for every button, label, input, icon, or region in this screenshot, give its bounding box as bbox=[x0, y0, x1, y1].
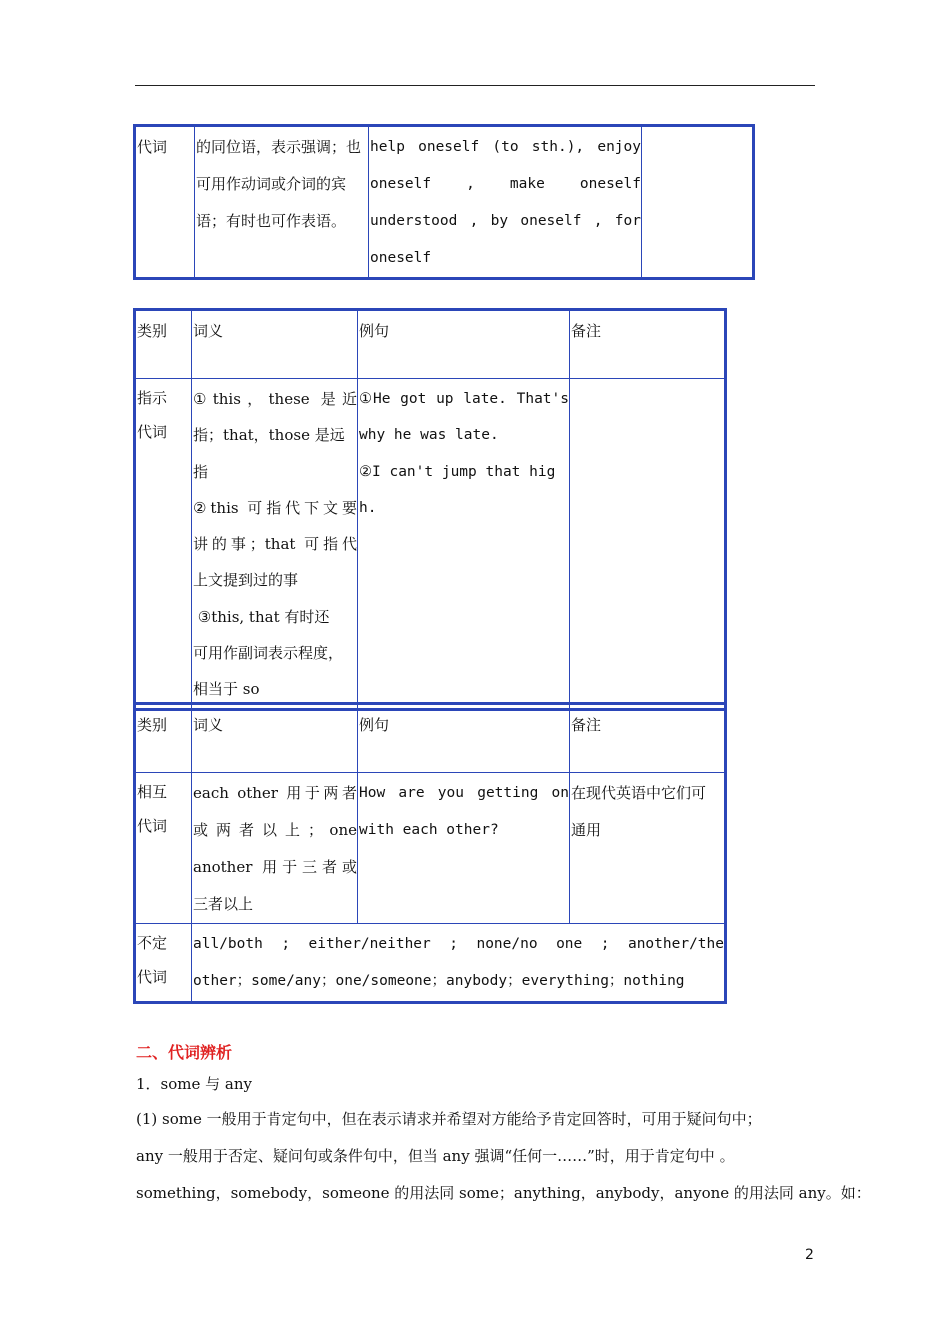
meaning-cell bbox=[192, 773, 358, 924]
header-meaning: 词义 bbox=[192, 704, 358, 773]
category-line: 相互 bbox=[137, 783, 168, 801]
category-line: 代词 bbox=[137, 968, 168, 986]
example-line: oneself , make oneself bbox=[370, 176, 641, 192]
pronoun-table-reflexive bbox=[133, 124, 755, 280]
meaning-cell bbox=[192, 379, 358, 710]
meaning-line: 的同位语，表示强调；也 bbox=[196, 138, 362, 156]
paragraph-line: something，somebody，someone 的用法同 some；anything，anybody，anyone 的用法同 any。如： bbox=[136, 1184, 871, 1202]
meaning-line: 可用作动词或介词的宾 bbox=[196, 175, 347, 193]
meaning-line: another 用于三者或 bbox=[193, 858, 357, 876]
note-cell bbox=[642, 126, 754, 279]
category-cell bbox=[135, 924, 192, 1003]
paragraph-line: any 一般用于否定、疑问句或条件句中，但当 any 强调“任何一……”时，用于肯定句中 。 bbox=[136, 1147, 735, 1165]
note-line: 通用 bbox=[571, 821, 602, 839]
example-line: ②I can't jump that high. bbox=[359, 463, 556, 516]
category-cell: 代词 bbox=[135, 126, 195, 279]
header-category: 类别 bbox=[135, 704, 192, 773]
example-line: with each other? bbox=[359, 822, 499, 838]
meaning-line: 指；that，those 是远指 bbox=[193, 426, 345, 481]
example-cell bbox=[358, 773, 570, 924]
example-line: understood , by oneself , for bbox=[370, 213, 641, 229]
example-cell bbox=[358, 379, 570, 710]
example-line: oneself bbox=[370, 250, 432, 266]
pronoun-table-demonstrative bbox=[133, 308, 727, 711]
example-line: help oneself (to sth.), enjoy bbox=[370, 139, 641, 155]
category-line: 不定 bbox=[137, 934, 168, 952]
content-line: other；some/any；one/someone；anybody；everything；nothing bbox=[193, 973, 685, 989]
meaning-line: 语；有时也可作表语。 bbox=[196, 212, 347, 230]
note-cell bbox=[570, 379, 726, 710]
category-cell bbox=[135, 773, 192, 924]
paragraph-line: (1) some 一般用于肯定句中，但在表示请求并希望对方能给予肯定回答时，可用于疑问句中； bbox=[136, 1110, 762, 1128]
category-cell bbox=[135, 379, 192, 710]
meaning-line: 可用作副词表示程度， bbox=[193, 644, 344, 663]
header-meaning: 词义 bbox=[192, 310, 358, 379]
category-line: 指示 bbox=[137, 389, 168, 407]
example-line: ①He got up late. That's bbox=[359, 391, 569, 407]
meaning-line: each other 用于两者 bbox=[193, 784, 357, 802]
meaning-line: 或 两 者 以 上 ； one bbox=[193, 821, 357, 839]
content-line: all/both ; either/neither ; none/no one ; another/the bbox=[193, 936, 724, 952]
example-line: why he was late. bbox=[359, 427, 499, 444]
note-cell bbox=[570, 773, 726, 924]
pronoun-table-reciprocal-indefinite bbox=[133, 702, 727, 1004]
note-line: 在现代英语中它们可 bbox=[571, 784, 707, 802]
meaning-line: 相当于 so bbox=[193, 680, 260, 699]
section-title: 二、代词辨析 bbox=[136, 1043, 233, 1062]
meaning-line: 讲的事；that 可指代 bbox=[193, 535, 357, 554]
header-example: 例句 bbox=[358, 704, 570, 773]
meaning-line: ①this，these 是近 bbox=[193, 390, 357, 408]
section-subtitle: 1．some 与 any bbox=[136, 1075, 252, 1093]
header-note: 备注 bbox=[570, 310, 726, 379]
category-line: 代词 bbox=[137, 817, 168, 835]
page-number: 2 bbox=[805, 1247, 814, 1263]
meaning-cell bbox=[195, 126, 369, 279]
content-cell bbox=[192, 924, 726, 1003]
category-line: 代词 bbox=[137, 423, 168, 441]
meaning-line: 上文提到过的事 bbox=[193, 571, 299, 590]
meaning-line: 三者以上 bbox=[193, 895, 254, 913]
example-line: How are you getting on bbox=[359, 785, 569, 801]
header-rule bbox=[135, 85, 815, 86]
header-note: 备注 bbox=[570, 704, 726, 773]
header-example: 例句 bbox=[358, 310, 570, 379]
header-category: 类别 bbox=[135, 310, 192, 379]
example-cell bbox=[369, 126, 642, 279]
meaning-line: ③this, that 有时还 bbox=[193, 607, 330, 626]
meaning-line: ②this 可指代下文要 bbox=[193, 498, 357, 517]
